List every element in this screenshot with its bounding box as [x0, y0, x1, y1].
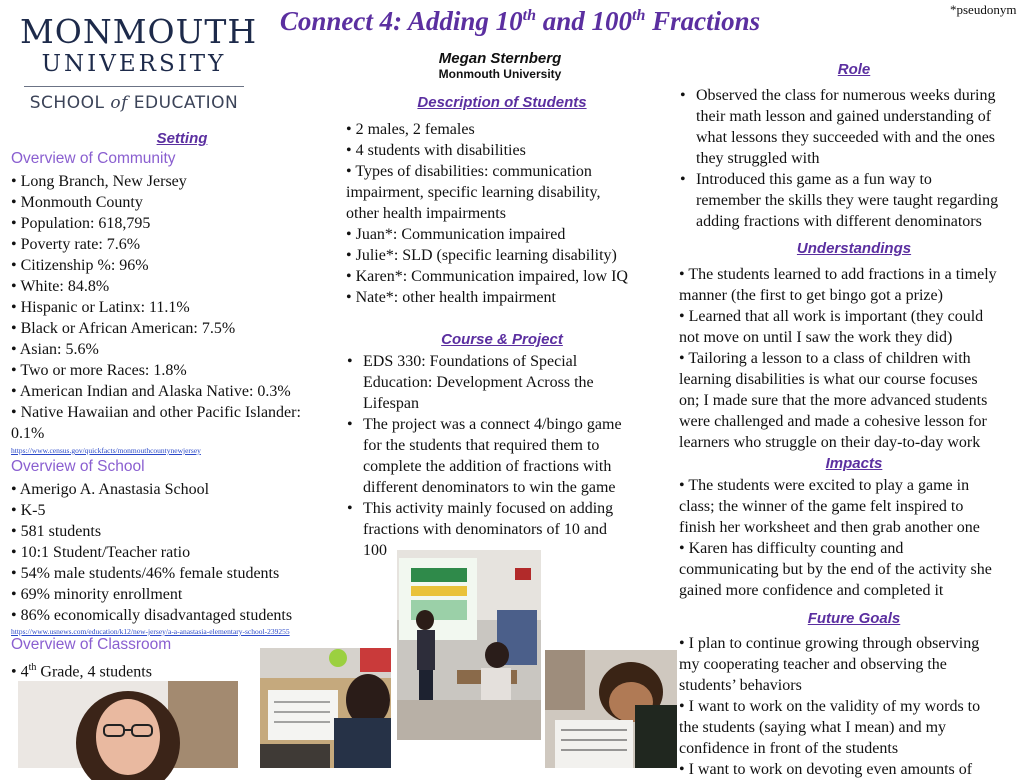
- list-item: • Julie*: SLD (specific learning disability): [346, 247, 617, 264]
- list-item: the students (saying what I mean) and my: [679, 719, 947, 736]
- course-list: [346, 351, 622, 561]
- list-item: • 2 males, 2 females: [346, 121, 475, 138]
- future-goals-heading: Future Goals: [807, 610, 901, 627]
- author-block: [400, 50, 600, 81]
- list-item: • EDS 330: Foundations of Special Education: Development Across the Lifespan: [346, 351, 622, 414]
- classroom-heading: Overview of Classroom: [11, 636, 172, 653]
- description-list: [346, 119, 628, 308]
- classroom-photo: [397, 550, 541, 740]
- university-logo: [20, 12, 258, 113]
- list-item: • White: 84.8%: [11, 278, 110, 295]
- list-item: • Juan*: Communication impaired: [346, 226, 566, 243]
- list-item: my cooperating teacher and observing the: [679, 656, 947, 673]
- understandings-list: [679, 264, 997, 453]
- list-item: students’ behaviors: [679, 677, 802, 694]
- list-item: • The students learned to add fractions in a timely: [679, 266, 997, 283]
- list-item: impairment, specific learning disability,: [346, 184, 601, 201]
- school-list: [11, 479, 292, 626]
- author-photo: [18, 681, 238, 768]
- student-worksheet-photo: [260, 648, 391, 768]
- impacts-list: [679, 475, 992, 601]
- list-item: • 86% economically disadvantaged students: [11, 607, 293, 624]
- list-item: • K-5: [11, 502, 46, 519]
- role-list: [679, 85, 998, 232]
- list-item: • Tailoring a lesson to a class of children with: [679, 350, 971, 367]
- list-item: • 4 students with disabilities: [346, 142, 526, 159]
- list-item: • 69% minority enrollment: [11, 586, 183, 603]
- list-item: confidence in front of the students: [679, 740, 899, 757]
- logo-monmouth: MONMOUTH: [20, 12, 258, 51]
- list-item: • Long Branch, New Jersey: [11, 173, 187, 190]
- list-item: 0.1%: [11, 425, 45, 442]
- logo-school-of-education: SCHOOL of EDUCATION: [29, 93, 239, 113]
- list-item: manner (the first to get bingo got a prize): [679, 287, 943, 304]
- list-item: • Population: 618,795: [11, 215, 151, 232]
- list-item: • I plan to continue growing through observing: [679, 635, 980, 652]
- list-item: • I want to work on devoting even amounts of: [679, 761, 973, 778]
- list-item: • 54% male students/46% female students: [11, 565, 280, 582]
- understandings-heading: Understandings: [796, 240, 912, 257]
- list-item: • Citizenship %: 96%: [11, 257, 149, 274]
- author-name: Megan Sternberg: [438, 50, 562, 67]
- author-affiliation: Monmouth University: [438, 67, 562, 81]
- list-item: gained more confidence and completed it: [679, 582, 944, 599]
- list-item: on; I made sure that the more advanced students: [679, 392, 988, 409]
- community-heading: Overview of Community: [11, 150, 176, 167]
- list-item: • Nate*: other health impairment: [346, 289, 556, 306]
- list-item: • Asian: 5.6%: [11, 341, 99, 358]
- list-item: • Amerigo A. Anastasia School: [11, 481, 210, 498]
- poster-title: Connect 4: Adding 10th and 100th Fractions: [279, 6, 761, 36]
- list-item: • Poverty rate: 7.6%: [11, 236, 141, 253]
- list-item: • Karen*: Communication impaired, low IQ: [346, 268, 628, 285]
- list-item: learning disabilities is what our course focuses: [679, 371, 978, 388]
- list-item: class; the winner of the game felt inspired to: [679, 498, 964, 515]
- student-closeup-photo: [545, 650, 677, 768]
- list-item: • 581 students: [11, 523, 102, 540]
- list-item: • American Indian and Alaska Native: 0.3%: [11, 383, 291, 400]
- list-item: • Two or more Races: 1.8%: [11, 362, 187, 379]
- list-item: other health impairments: [346, 205, 506, 222]
- role-heading: Role: [837, 61, 871, 78]
- list-item: • 10:1 Student/Teacher ratio: [11, 544, 191, 561]
- list-item: communicating but by the end of the activity she: [679, 561, 992, 578]
- list-item: • Introduced this game as a fun way to remember the skills they were taught regarding adding fractions with different denominators: [679, 169, 998, 232]
- community-list: [11, 171, 301, 444]
- list-item: • The project was a connect 4/bingo game for the students that required them to complete the addition of fractions with different denominators to win the game: [346, 414, 622, 498]
- description-heading: Description of Students: [417, 94, 587, 111]
- course-heading: Course & Project: [441, 331, 563, 348]
- list-item: • This activity mainly focused on adding fractions with denominators of 10 and 100: [346, 498, 622, 561]
- pseudonym-note: *pseudonym: [950, 2, 1017, 17]
- list-item: • Learned that all work is important (they could: [679, 308, 984, 325]
- census-source-link[interactable]: https://www.census.gov/quickfacts/monmouthcountynewjersey: [11, 446, 201, 455]
- list-item: • Monmouth County: [11, 194, 143, 211]
- list-item: • The students were excited to play a game in: [679, 477, 970, 494]
- usnews-source-link[interactable]: https://www.usnews.com/education/k12/new-jersey/a-a-anastasia-elementary-school-239255: [11, 627, 290, 636]
- impacts-heading: Impacts: [825, 455, 883, 472]
- list-item: learners who struggle on their day-to-day work: [679, 434, 981, 451]
- list-item: • Types of disabilities: communication: [346, 163, 592, 180]
- school-heading: Overview of School: [11, 458, 145, 475]
- list-item: • Observed the class for numerous weeks during their math lesson and gained understanding of what lessons they succeeded with and the ones they struggled with: [679, 85, 998, 169]
- list-item: • Hispanic or Latinx: 11.1%: [11, 299, 190, 316]
- logo-university: UNIVERSITY: [41, 51, 227, 77]
- list-item: were challenged and made a cohesive lesson for: [679, 413, 987, 430]
- setting-heading: Setting: [156, 130, 208, 147]
- list-item: not move on until I saw the work they did): [679, 329, 953, 346]
- list-item: • Black or African American: 7.5%: [11, 320, 236, 337]
- logo-divider: [24, 86, 244, 87]
- future-goals-list: [679, 633, 980, 780]
- list-item: • I want to work on the validity of my words to: [679, 698, 981, 715]
- list-item: • Karen has difficulty counting and: [679, 540, 904, 557]
- classroom-item: • 4th Grade, 4 students: [11, 662, 152, 681]
- list-item: • Native Hawaiian and other Pacific Islander:: [11, 404, 301, 421]
- list-item: finish her worksheet and then grab another one: [679, 519, 980, 536]
